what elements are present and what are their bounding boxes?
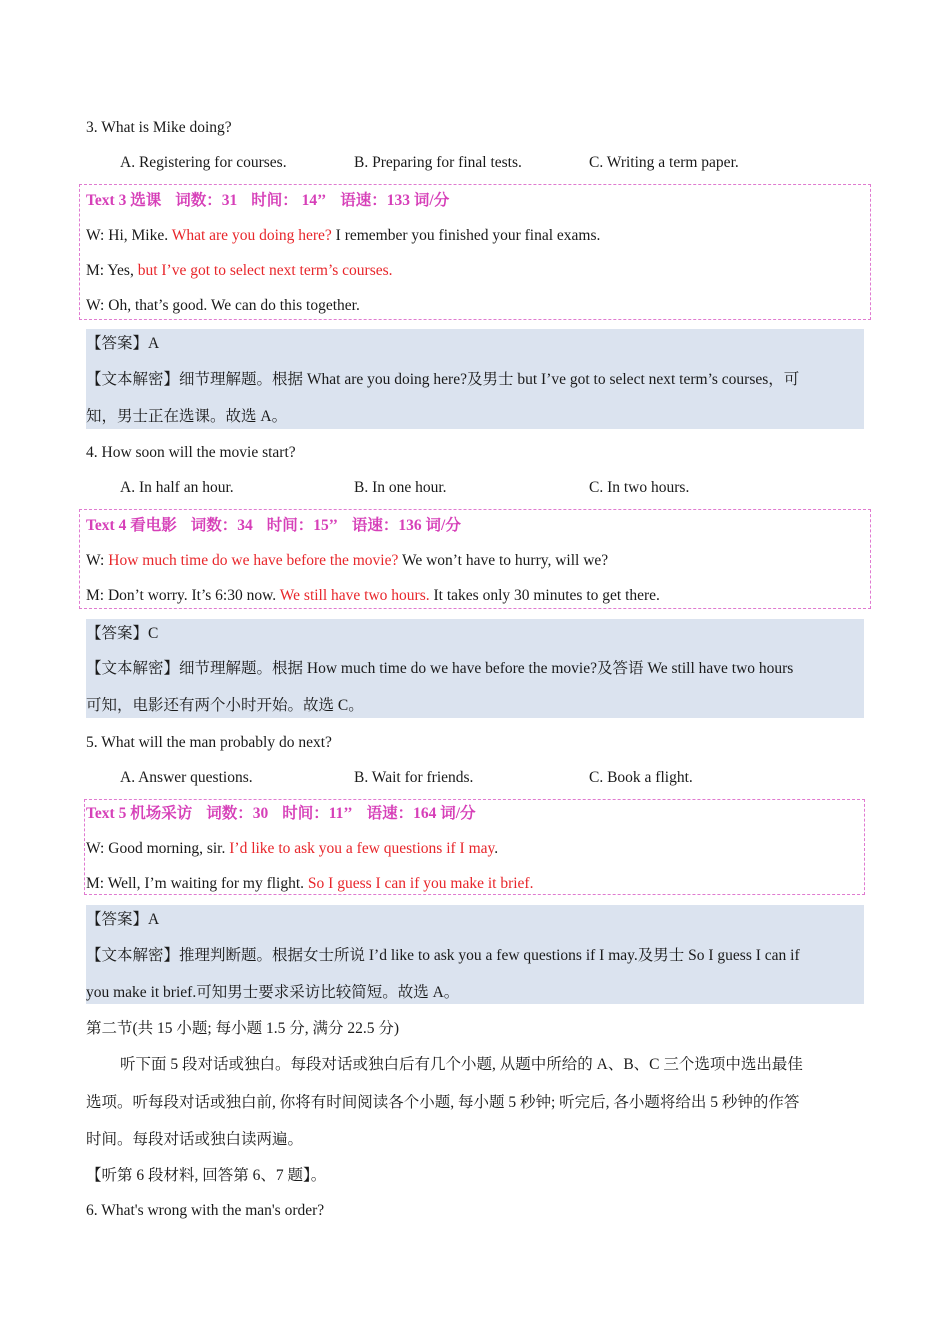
answer: 【答案】A <box>86 335 160 352</box>
speaker: W: <box>86 552 109 569</box>
explanation: 【文本解密】推理判断题。根据女士所说 I’d like to ask you a few questions if I may.及男士 So I guess I can if <box>86 947 800 964</box>
dialogue-text: Hi, Mike. <box>108 227 172 244</box>
dialogue-text: Yes, <box>107 262 138 279</box>
option-b: B. Preparing for final tests. <box>354 154 522 171</box>
dialogue-line <box>86 586 660 606</box>
text-title: Text 4 看电影 <box>86 517 177 534</box>
text-title: Text 5 机场采访 <box>86 805 193 822</box>
speaker: W: <box>86 840 109 857</box>
explanation: 可知，电影还有两个小时开始。故选 C。 <box>86 697 364 714</box>
key-phrase: I’d like to ask you a few questions if I may <box>229 840 495 857</box>
option-a: A. In half an hour. <box>120 479 234 496</box>
option-a: A. Registering for courses. <box>120 154 287 171</box>
option-b: B. Wait for friends. <box>354 769 474 786</box>
dialogue-line <box>86 226 600 246</box>
duration: 时间：15’’ <box>266 517 338 534</box>
word-count: 词数：34 <box>190 517 253 534</box>
section-paragraph: 听下面 5 段对话或独白。每段对话或独白后有几个小题, 从题中所给的 A、B、C 三个选项中选出最佳 <box>120 1056 803 1073</box>
option-b: B. In one hour. <box>354 479 447 496</box>
key-phrase: How much time do we have before the movie? <box>108 552 399 569</box>
key-phrase: So I guess I can if you make it brief. <box>307 875 534 892</box>
dialogue-text: . <box>494 840 499 857</box>
speaker: M: <box>86 875 108 892</box>
question-3: 3. What is Mike doing? <box>86 119 232 136</box>
speech-rate: 语速：136 词/分 <box>351 517 461 534</box>
section-title: 第二节(共 15 小题; 每小题 1.5 分, 满分 22.5 分) <box>86 1020 400 1037</box>
dialogue-line <box>86 839 498 859</box>
section-paragraph: 选项。听每段对话或独白前, 你将有时间阅读各个小题, 每小题 5 秒钟; 听完后, 各小题将给出 5 秒钟的作答 <box>86 1094 800 1111</box>
material-instruction: 【听第 6 段材料, 回答第 6、7 题】。 <box>86 1167 327 1184</box>
speech-rate: 语速：133 词/分 <box>340 192 450 209</box>
key-phrase: What are you doing here? <box>171 227 332 244</box>
dialogue-text: We won’t have to hurry, will we? <box>398 552 609 569</box>
option-a: A. Answer questions. <box>120 769 253 786</box>
text-header <box>86 516 475 536</box>
option-c: C. In two hours. <box>589 479 690 496</box>
text-header <box>86 191 463 211</box>
duration: 时间： 14’’ <box>251 192 327 209</box>
dialogue-line <box>86 296 360 316</box>
option-c: C. Writing a term paper. <box>589 154 739 171</box>
section-paragraph: 时间。每段对话或独白读两遍。 <box>86 1131 304 1148</box>
question-6: 6. What's wrong with the man's order? <box>86 1202 325 1219</box>
dialogue-line <box>86 261 393 281</box>
dialogue-text: Good morning, sir. <box>108 840 230 857</box>
dialogue-text: Well, I’m waiting for my flight. <box>107 875 308 892</box>
text-title: Text 3 选课 <box>86 192 162 209</box>
speech-rate: 语速：164 词/分 <box>366 805 476 822</box>
dialogue-line <box>86 551 608 571</box>
option-c: C. Book a flight. <box>589 769 693 786</box>
answer: 【答案】C <box>86 625 159 642</box>
question-5: 5. What will the man probably do next? <box>86 734 332 751</box>
word-count: 词数：30 <box>206 805 269 822</box>
dialogue-line <box>86 874 533 894</box>
speaker: W: <box>86 297 109 314</box>
key-phrase: but I’ve got to select next term’s courses. <box>137 262 393 279</box>
speaker: M: <box>86 262 108 279</box>
explanation: you make it brief.可知男士要求采访比较简短。故选 A。 <box>86 984 460 1001</box>
question-4: 4. How soon will the movie start? <box>86 444 296 461</box>
key-phrase: We still have two hours. <box>279 587 430 604</box>
dialogue-text: It takes only 30 minutes to get there. <box>429 587 660 604</box>
dialogue-text: I remember you finished your final exams. <box>331 227 601 244</box>
text-header <box>86 804 490 824</box>
dialogue-text: Don’t worry. It’s 6:30 now. <box>107 587 280 604</box>
word-count: 词数：31 <box>175 192 238 209</box>
speaker: M: <box>86 587 108 604</box>
dialogue-text: Oh, that’s good. We can do this together. <box>108 297 360 314</box>
duration: 时间：11’’ <box>282 805 353 822</box>
speaker: W: <box>86 227 109 244</box>
answer: 【答案】A <box>86 911 160 928</box>
explanation: 知，男士正在选课。故选 A。 <box>86 408 288 425</box>
explanation: 【文本解密】细节理解题。根据 What are you doing here?及男士 but I’ve got to select next term’s courses，可 <box>86 371 800 388</box>
explanation: 【文本解密】细节理解题。根据 How much time do we have before the movie?及答语 We still have two hours <box>86 660 794 677</box>
